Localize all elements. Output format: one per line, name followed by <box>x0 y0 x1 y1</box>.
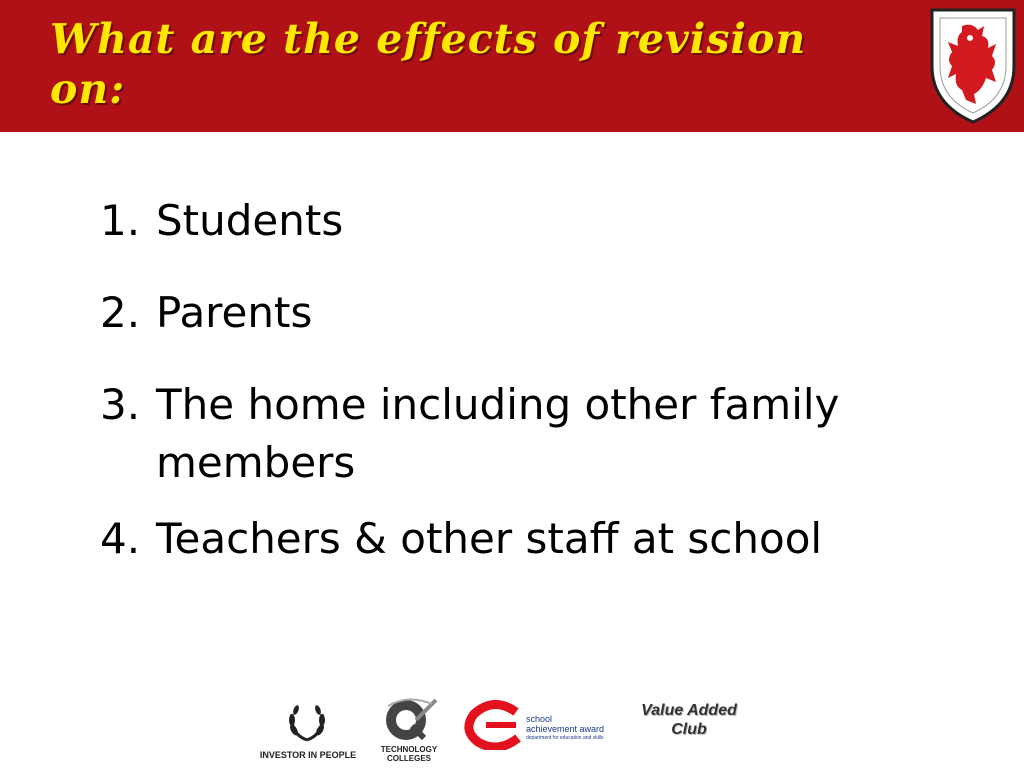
title-bar <box>0 0 1024 132</box>
list-item-number: 1. <box>100 196 141 245</box>
tech-label-line1: TECHNOLOGY <box>380 745 438 754</box>
list-item-text: Teachers & other staff at school <box>156 514 823 563</box>
vac-line2: Club <box>671 721 707 738</box>
iip-label: INVESTOR IN PEOPLE <box>259 750 357 760</box>
list-item-number: 4. <box>100 514 141 563</box>
saa-line2: achievement award <box>526 724 605 734</box>
list-item <box>100 510 860 568</box>
footer-logos <box>250 694 770 764</box>
vac-line1: Value Added <box>641 702 737 719</box>
list-item <box>100 376 860 492</box>
value-added-club-logo <box>628 694 750 744</box>
technology-colleges-logo <box>374 694 444 764</box>
school-achievement-award-icon <box>464 700 524 750</box>
list-item-number: 3. <box>100 380 141 429</box>
list-item-text: The home including other family members <box>156 380 840 487</box>
technology-colleges-icon <box>378 694 440 744</box>
list-item-text: Students <box>156 196 344 245</box>
saa-line1: school <box>526 714 553 724</box>
investor-in-people-logo <box>250 694 366 764</box>
list-item <box>100 192 860 250</box>
effects-list <box>100 192 860 602</box>
tech-label-line2: COLLEGES <box>386 754 431 763</box>
list-item-text: Parents <box>156 288 313 337</box>
list-item-number: 2. <box>100 288 141 337</box>
saa-line3: department for education and skills <box>526 735 604 741</box>
laurel-wreath-icon <box>284 700 330 744</box>
list-item <box>100 284 860 342</box>
lion-rampant-shield-icon <box>926 4 1020 126</box>
school-achievement-award-logo <box>464 694 622 758</box>
slide-title: What are the effects of revision on: <box>50 15 807 113</box>
